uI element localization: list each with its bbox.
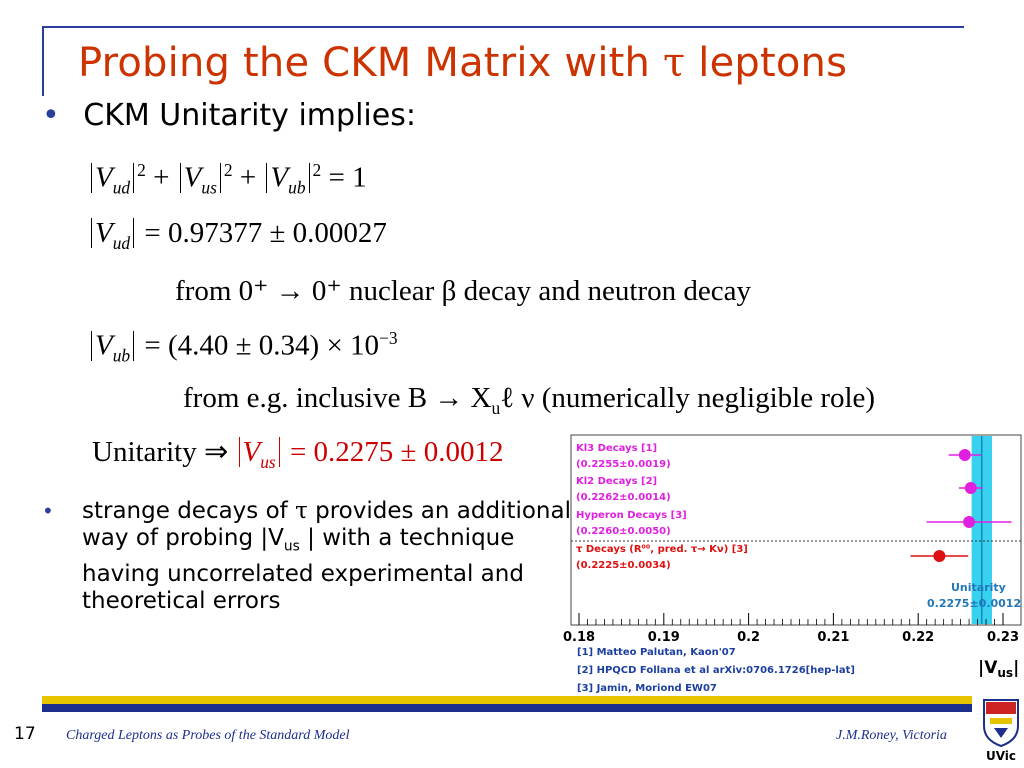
- legend-label: Kl2 Decays [2]: [576, 476, 658, 487]
- legend-value: (0.2260±0.0050): [576, 526, 671, 537]
- bullet-dot: •: [42, 98, 60, 133]
- legend-value: (0.2255±0.0019): [576, 459, 671, 470]
- legend-value: (0.2225±0.0034): [576, 560, 671, 571]
- equation-unitarity: $V_{ud}^2 + V_{us}^2 + V_{ub}^2 = 1$: [88, 160, 367, 198]
- unitarity-value: 0.2275±0.0012: [927, 597, 1022, 610]
- tick-label: 0.23: [986, 630, 1020, 645]
- legend-value: (0.2262±0.0014): [576, 492, 671, 503]
- data-point: [959, 449, 971, 461]
- equation-vud: $V_{ud} = 0.97377 \pm 0.00027$: [88, 217, 387, 254]
- legend-label: Kl3 Decays [1]: [576, 443, 658, 454]
- vus-comparison-figure: [563, 433, 1023, 693]
- bullet-ckm-unitarity: • CKM Unitarity implies:: [42, 98, 416, 133]
- logo-text: UVic: [985, 749, 1017, 763]
- footer-title: Charged Leptons as Probes of the Standard Model: [66, 728, 350, 743]
- tick-label: 0.18: [563, 630, 596, 645]
- equation-vus-result: Unitarity ⇒ $V_{us} = 0.2275 \pm 0.0012$: [92, 436, 504, 472]
- legend-label: Hyperon Decays [3]: [576, 510, 687, 521]
- reference-line: [2] HPQCD Follana et al arXiv:0706.1726[hep-lat]: [577, 665, 855, 676]
- data-point: [933, 550, 945, 562]
- crest-band: [986, 702, 1016, 714]
- slide-title: Probing the CKM Matrix with τ leptons: [78, 40, 848, 86]
- title-frame-line-left: [42, 26, 44, 96]
- data-point: [963, 516, 975, 528]
- crest-stripe: [990, 718, 1012, 724]
- unitarity-label: Unitarity: [951, 581, 1006, 594]
- tick-label: 0.22: [902, 630, 935, 645]
- data-point: [965, 482, 977, 494]
- x-axis-label: $|V_{us}|$: [978, 658, 1020, 680]
- vus-plot: [563, 433, 1023, 693]
- page-number: 17: [14, 724, 36, 744]
- equation-vub: $V_{ub} = (4.40 \pm 0.34) \times 10^{-3}$: [88, 328, 398, 366]
- reference-line: [3] Jamin, Moriond EW07: [577, 683, 717, 693]
- footer-bar-blue: [42, 704, 972, 712]
- tick-label: 0.2: [737, 630, 761, 645]
- bullet-dot: •: [42, 499, 54, 523]
- vub-source-text: from e.g. inclusive $B \to X_u\ell$ ν (numerically negligible role): [183, 382, 876, 418]
- reference-line: [1] Matteo Palutan, Kaon'07: [577, 647, 736, 658]
- tick-label: 0.19: [647, 630, 680, 645]
- footer-bar-yellow: [42, 696, 972, 704]
- footer-author: J.M.Roney, Victoria: [836, 728, 947, 743]
- tick-label: 0.21: [817, 630, 850, 645]
- title-frame-line: [42, 26, 964, 28]
- uvic-logo: [980, 696, 1022, 764]
- legend-label: τ Decays (R⁰⁰, pred. τ→ Kν) [3]: [576, 544, 748, 555]
- vud-source-text: from 0⁺ → 0⁺ nuclear β decay and neutron decay: [175, 275, 752, 307]
